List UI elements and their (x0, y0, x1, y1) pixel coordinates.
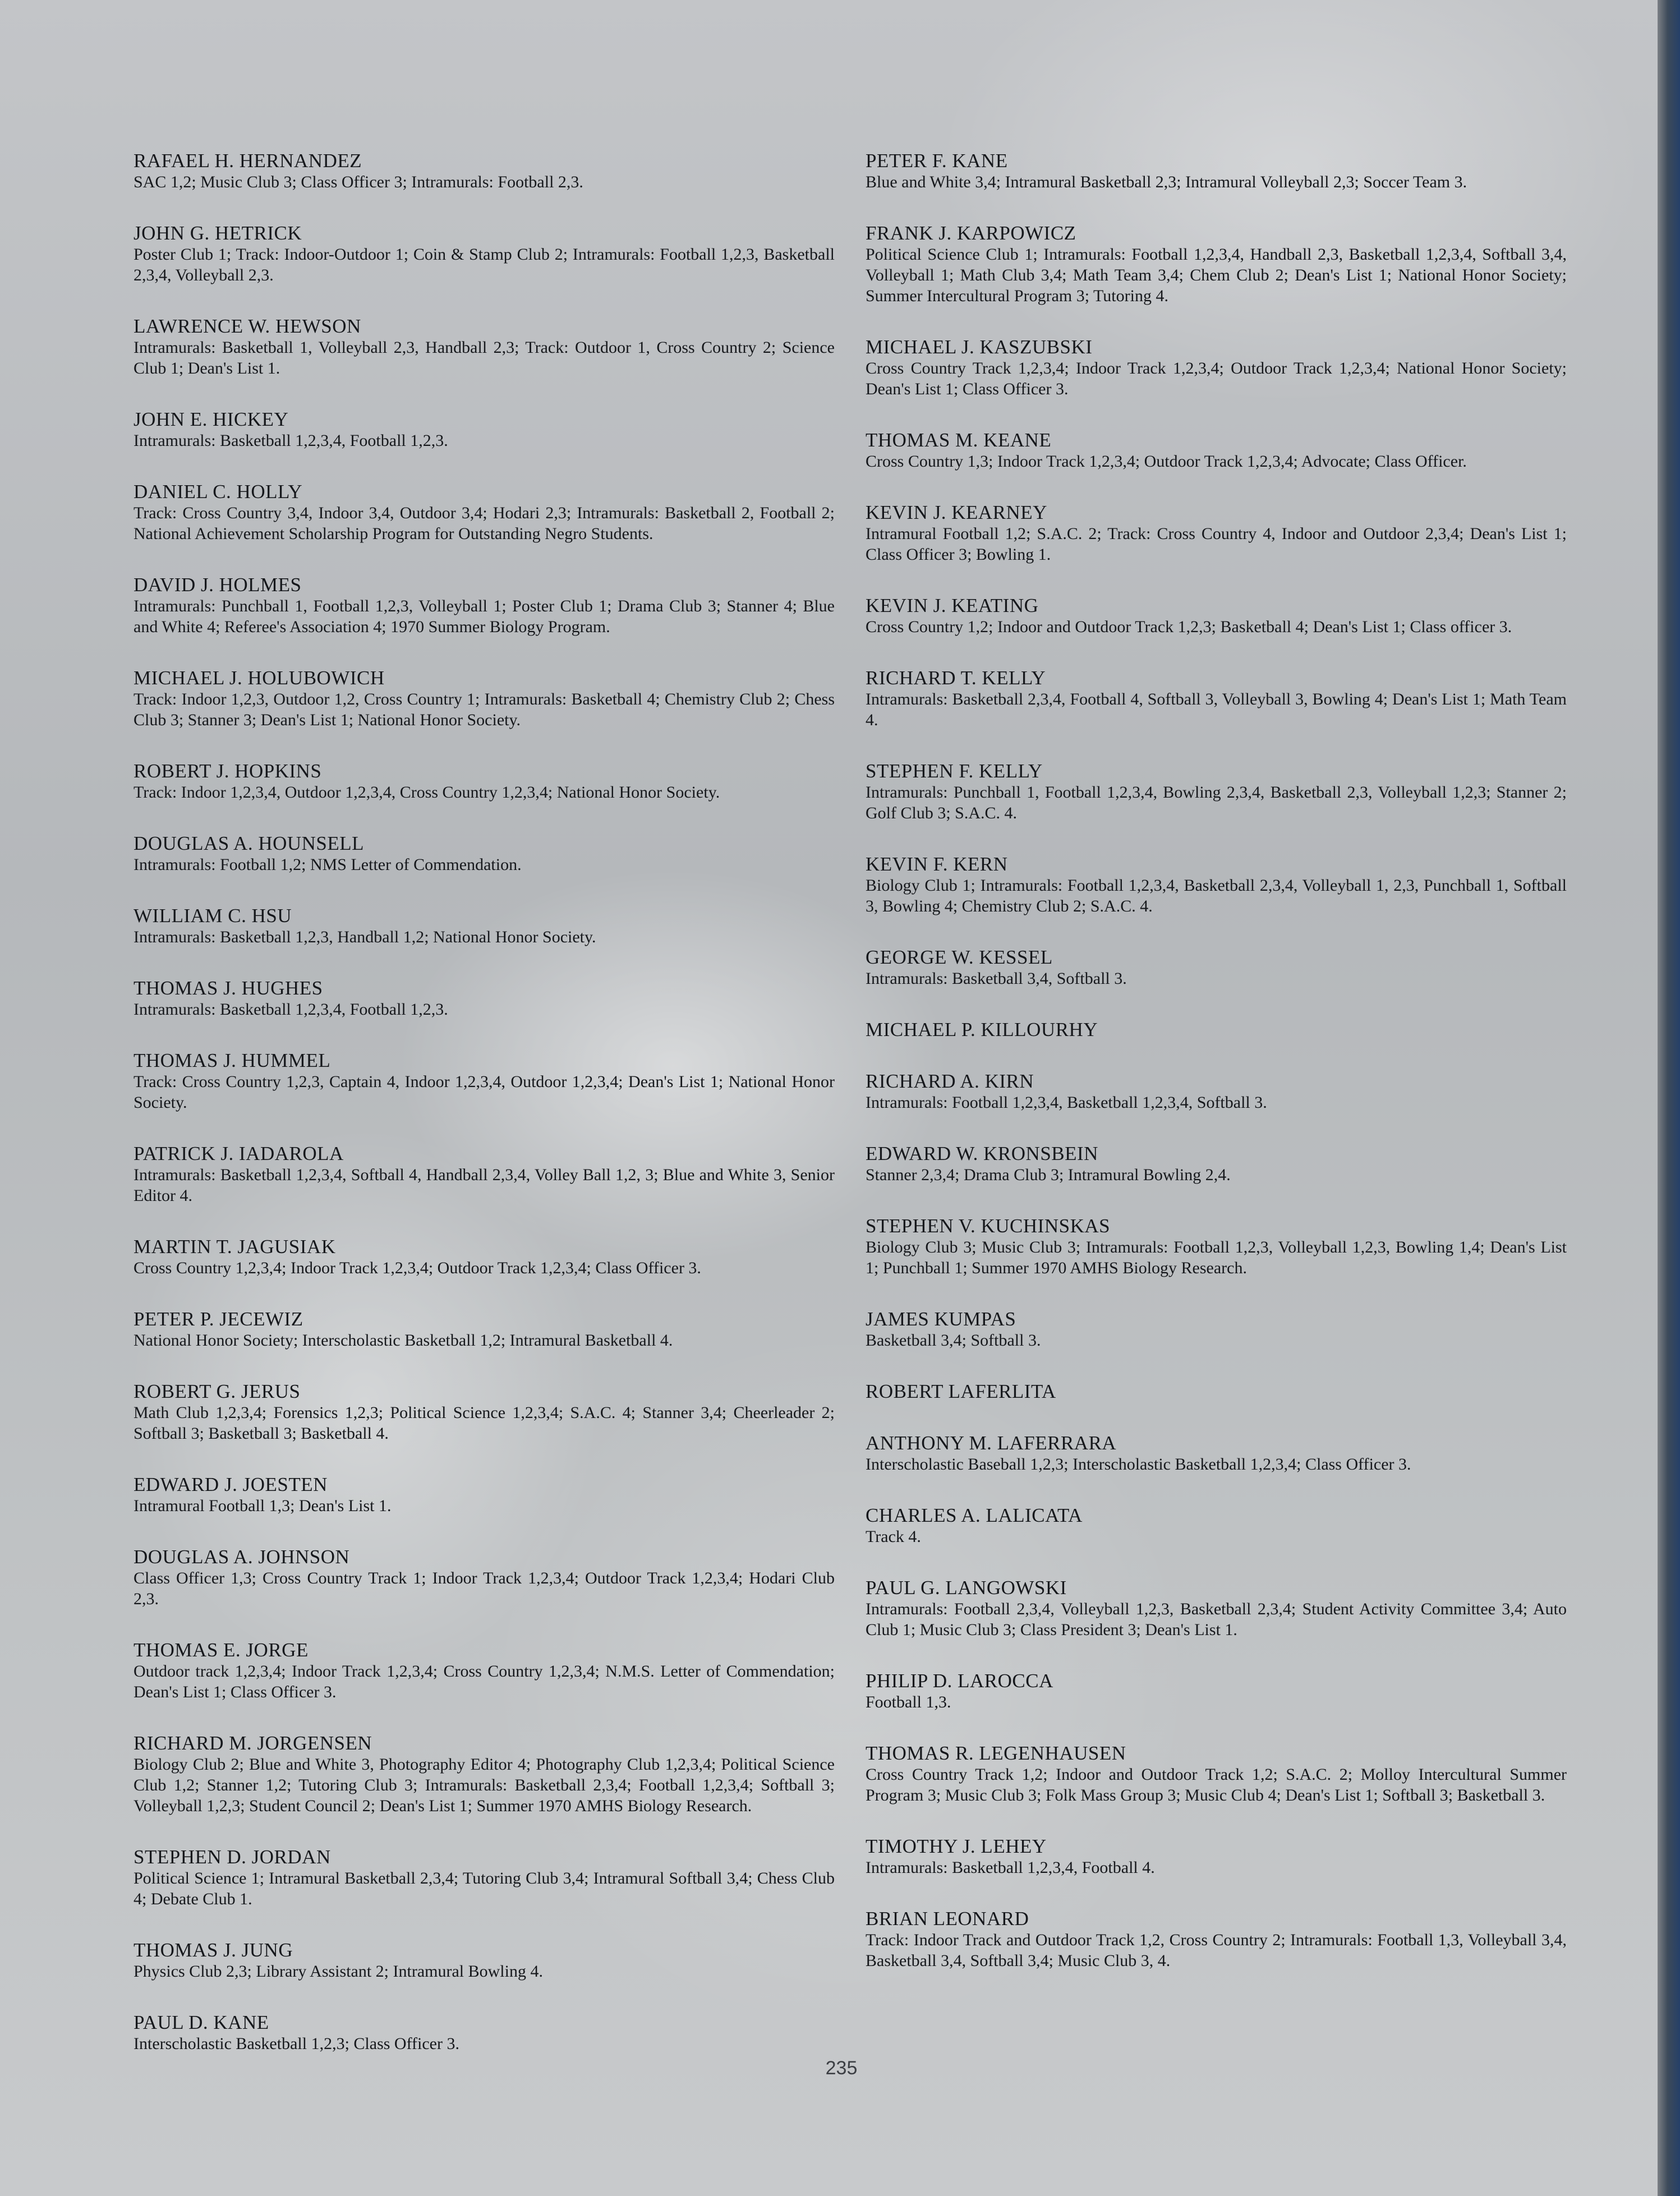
senior-entry (134, 905, 835, 947)
senior-entry (866, 667, 1567, 730)
senior-activities: Political Science Club 1; Intramurals: Football 1,2,3,4, Handball 2,3, Basketball 1,2,3,4, Softball 3,4, Volleyball 1; Math Club 3,4; Math Team 3,4; Chem Club 2; Dean's List 1; National Honor Society; Summer Intercultural Program 3; Tutoring 4. (866, 245, 1567, 305)
senior-name: KEVIN J. KEARNEY (866, 501, 1047, 523)
senior-name: ANTHONY M. LAFERRARA (866, 1432, 1117, 1454)
senior-entry (134, 1309, 835, 1351)
senior-name: PETER F. KANE (866, 150, 1008, 172)
senior-name: FRANK J. KARPOWICZ (866, 222, 1076, 244)
senior-entry (134, 1733, 835, 1816)
senior-activities: Political Science 1; Intramural Basketball 2,3,4; Tutoring Club 3,4; Intramural Softball 3,4; Chess Club 4; Debate Club 1. (134, 1869, 835, 1908)
senior-name: DANIEL C. HOLLY (134, 481, 303, 503)
senior-entry (134, 978, 835, 1020)
senior-entry (134, 1050, 835, 1113)
senior-name: THOMAS J. JUNG (134, 1939, 293, 1961)
senior-entry (866, 223, 1567, 306)
senior-entry (134, 574, 835, 637)
senior-name: PATRICK J. IADAROLA (134, 1143, 344, 1164)
senior-entry (866, 1908, 1567, 1971)
senior-activities: Cross Country Track 1,2,3,4; Indoor Track 1,2,3,4; Outdoor Track 1,2,3,4; National Honor Society; Dean's List 1; Class Officer 3. (866, 359, 1567, 398)
senior-name: MICHAEL P. KILLOURHY (866, 1019, 1098, 1041)
senior-entry (866, 1836, 1567, 1878)
senior-name: CHARLES A. LALICATA (866, 1504, 1083, 1526)
senior-name: RICHARD M. JORGENSEN (134, 1732, 372, 1754)
senior-activities: Intramurals: Football 1,2; NMS Letter of Commendation. (134, 855, 522, 874)
senior-name: MICHAEL J. KASZUBSKI (866, 336, 1093, 358)
senior-entry (134, 833, 835, 875)
senior-entry (134, 1940, 835, 1982)
senior-name: KEVIN J. KEATING (866, 595, 1039, 616)
senior-name: STEPHEN F. KELLY (866, 760, 1043, 782)
senior-name: STEPHEN D. JORDAN (134, 1846, 331, 1868)
senior-name: GEORGE W. KESSEL (866, 946, 1053, 968)
senior-entry (866, 854, 1567, 917)
senior-name: PHILIP D. LAROCCA (866, 1670, 1053, 1692)
senior-activities: Intramurals: Basketball 1,2,3,4, Football 1,2,3. (134, 1000, 448, 1019)
senior-activities: Outdoor track 1,2,3,4; Indoor Track 1,2,3,4; Cross Country 1,2,3,4; N.M.S. Letter of Commendation; Dean's List 1; Class Officer 3. (134, 1662, 835, 1701)
senior-entry (866, 1143, 1567, 1185)
senior-entry (134, 1381, 835, 1444)
senior-name: JOHN E. HICKEY (134, 408, 289, 430)
senior-activities: Math Club 1,2,3,4; Forensics 1,2,3; Political Science 1,2,3,4; S.A.C. 4; Stanner 3,4; Cheerleader 2; Softball 3; Basketball 3; Basketball 4. (134, 1403, 835, 1443)
senior-entry (134, 1640, 835, 1702)
senior-name: STEPHEN V. KUCHINSKAS (866, 1215, 1111, 1237)
senior-name: THOMAS J. HUGHES (134, 977, 323, 999)
senior-activities: Interscholastic Basketball 1,2,3; Class Officer 3. (134, 2034, 459, 2053)
senior-entry (866, 1216, 1567, 1278)
senior-activities: Physics Club 2,3; Library Assistant 2; Intramural Bowling 4. (134, 1962, 543, 1981)
senior-name: ROBERT LAFERLITA (866, 1380, 1056, 1402)
senior-entry (866, 150, 1567, 192)
senior-activities: Intramural Football 1,2; S.A.C. 2; Track: Cross Country 4, Indoor and Outdoor 2,3,4; Dean's List 1; Class Officer 3; Bowling 1. (866, 524, 1567, 564)
senior-activities: Biology Club 3; Music Club 3; Intramurals: Football 1,2,3, Volleyball 1,2,3, Bowling 1,4; Dean's List 1; Punchball 1; Summer 1970 AMHS Biology Research. (866, 1238, 1567, 1277)
senior-entry (866, 947, 1567, 989)
senior-entry (134, 2012, 835, 2054)
senior-entry (134, 1143, 835, 1206)
senior-activities: Stanner 2,3,4; Drama Club 3; Intramural Bowling 2,4. (866, 1166, 1231, 1184)
senior-activities: Intramurals: Basketball 1,2,3,4, Football 4. (866, 1858, 1155, 1877)
senior-activities: Track: Indoor Track and Outdoor Track 1,2, Cross Country 2; Intramurals: Football 1,3, Volleyball 3,4, Basketball 3,4, Softball 3,4; Music Club 3, 4. (866, 1931, 1567, 1970)
senior-activities: Intramurals: Football 2,3,4, Volleyball 1,2,3, Basketball 2,3,4; Student Activity Committee 3,4; Auto Club 1; Music Club 3; Class President 3; Dean's List 1. (866, 1600, 1567, 1639)
senior-name: PAUL D. KANE (134, 2011, 269, 2033)
senior-activities: Intramurals: Basketball 1,2,3,4, Softball 4, Handball 2,3,4, Volley Ball 1,2, 3; Blue and White 3, Senior Editor 4. (134, 1166, 835, 1205)
senior-name: EDWARD J. JOESTEN (134, 1474, 328, 1495)
senior-name: RICHARD A. KIRN (866, 1070, 1034, 1092)
senior-entry (866, 1577, 1567, 1640)
senior-name: MICHAEL J. HOLUBOWICH (134, 667, 385, 689)
senior-name: THOMAS R. LEGENHAUSEN (866, 1742, 1126, 1764)
senior-activities: Cross Country 1,3; Indoor Track 1,2,3,4; Outdoor Track 1,2,3,4; Advocate; Class Officer. (866, 452, 1467, 471)
senior-name: DAVID J. HOLMES (134, 574, 302, 596)
senior-name: PETER P. JECEWIZ (134, 1308, 303, 1330)
senior-entry (866, 1505, 1567, 1547)
senior-activities: Intramurals: Football 1,2,3,4, Basketball 1,2,3,4, Softball 3. (866, 1093, 1267, 1112)
senior-entry (134, 1847, 835, 1909)
left-column (134, 150, 835, 2084)
senior-name: MARTIN T. JAGUSIAK (134, 1236, 336, 1258)
senior-activities: Poster Club 1; Track: Indoor-Outdoor 1; Coin & Stamp Club 2; Intramurals: Football 1,2,3, Basketball 2,3,4, Volleyball 2,3. (134, 245, 835, 284)
senior-activities: Intramurals: Punchball 1, Football 1,2,3, Volleyball 1; Poster Club 1; Drama Club 3; Stanner 4; Blue and White 4; Referee's Association 4; 1970 Summer Biology Program. (134, 597, 835, 636)
senior-activities: Track: Cross Country 1,2,3, Captain 4, Indoor 1,2,3,4, Outdoor 1,2,3,4; Dean's List 1; National Honor Society. (134, 1072, 835, 1112)
senior-activities: Biology Club 2; Blue and White 3, Photography Editor 4; Photography Club 1,2,3,4; Political Science Club 1,2; Stanner 1,2; Tutoring Club 3; Intramurals: Basketball 2,3,4; Football 1,2,3,4; Softball 3; Volleyball 1,2,3; Student Council 2; Dean's List 1; Summer 1970 AMHS Biology Research. (134, 1755, 835, 1815)
senior-activities: Intramural Football 1,3; Dean's List 1. (134, 1497, 392, 1515)
senior-activities: Cross Country 1,2; Indoor and Outdoor Track 1,2,3; Basketball 4; Dean's List 1; Class officer 3. (866, 618, 1512, 636)
senior-name: ROBERT G. JERUS (134, 1380, 301, 1402)
senior-name: ROBERT J. HOPKINS (134, 760, 322, 782)
senior-name: PAUL G. LANGOWSKI (866, 1577, 1067, 1599)
senior-activities: Class Officer 1,3; Cross Country Track 1; Indoor Track 1,2,3,4; Outdoor Track 1,2,3,4; Hodari Club 2,3. (134, 1569, 835, 1608)
senior-activities: Intramurals: Basketball 2,3,4, Football 4, Softball 3, Volleyball 3, Bowling 4; Dean's List 1; Math Team 4. (866, 690, 1567, 729)
senior-activities: Biology Club 1; Intramurals: Football 1,2,3,4, Basketball 2,3,4, Volleyball 1, 2,3, Punchball 1, Softball 3, Bowling 4; Chemistry Club 2; S.A.C. 4. (866, 876, 1567, 915)
senior-entry (134, 481, 835, 544)
senior-entry (866, 595, 1567, 637)
senior-entry (866, 1309, 1567, 1351)
senior-entry (866, 502, 1567, 565)
senior-name: DOUGLAS A. HOUNSELL (134, 832, 365, 854)
senior-activities: Intramurals: Punchball 1, Football 1,2,3,4, Bowling 2,3,4, Basketball 2,3, Volleyball 1,2,3; Stanner 2; Golf Club 3; S.A.C. 4. (866, 783, 1567, 822)
senior-entry (134, 1236, 835, 1278)
senior-entry (866, 1019, 1567, 1041)
senior-activities: Intramurals: Basketball 1,2,3, Handball 1,2; National Honor Society. (134, 928, 596, 946)
senior-entry (866, 1071, 1567, 1113)
senior-name: THOMAS M. KEANE (866, 429, 1052, 451)
senior-name: JOHN G. HETRICK (134, 222, 302, 244)
senior-activities: Interscholastic Baseball 1,2,3; Interscholastic Basketball 1,2,3,4; Class Officer 3. (866, 1455, 1411, 1474)
senior-activities: Intramurals: Basketball 3,4, Softball 3. (866, 969, 1127, 988)
senior-entry (134, 223, 835, 286)
page-number: 235 (825, 2057, 858, 2079)
senior-activities: Track: Indoor 1,2,3, Outdoor 1,2, Cross Country 1; Intramurals: Basketball 4; Chemistry Club 2; Chess Club 3; Stanner 3; Dean's List 1; National Honor Society. (134, 690, 835, 729)
senior-entry (866, 1743, 1567, 1806)
senior-entry (134, 1474, 835, 1516)
senior-activities: Cross Country Track 1,2; Indoor and Outdoor Track 1,2; S.A.C. 2; Molloy Intercultural Summer Program 3; Music Club 3; Folk Mass Group 3; Music Club 4; Dean's List 1; Softball 3; Basketball 3. (866, 1765, 1567, 1804)
senior-entry (134, 409, 835, 451)
senior-activities: National Honor Society; Interscholastic Basketball 1,2; Intramural Basketball 4. (134, 1331, 673, 1350)
senior-entry (134, 316, 835, 379)
senior-entry (134, 667, 835, 730)
senior-entry (866, 337, 1567, 399)
senior-entry (866, 1381, 1567, 1402)
senior-activities: Blue and White 3,4; Intramural Basketball 2,3; Intramural Volleyball 2,3; Soccer Team 3. (866, 173, 1467, 191)
senior-name: RAFAEL H. HERNANDEZ (134, 150, 362, 172)
senior-name: WILLIAM C. HSU (134, 905, 292, 927)
senior-activities: Track: Indoor 1,2,3,4, Outdoor 1,2,3,4, Cross Country 1,2,3,4; National Honor Society. (134, 783, 720, 802)
senior-activities: Track: Cross Country 3,4, Indoor 3,4, Outdoor 3,4; Hodari 2,3; Intramurals: Basketball 2, Football 2; National Achievement Scholarship Program for Outstanding Negro Students. (134, 504, 835, 543)
senior-activities: SAC 1,2; Music Club 3; Class Officer 3; Intramurals: Football 2,3. (134, 173, 583, 191)
senior-name: EDWARD W. KRONSBEIN (866, 1143, 1098, 1164)
senior-activities: Basketball 3,4; Softball 3. (866, 1331, 1041, 1350)
senior-activities: Cross Country 1,2,3,4; Indoor Track 1,2,3,4; Outdoor Track 1,2,3,4; Class Officer 3. (134, 1259, 701, 1277)
senior-name: LAWRENCE W. HEWSON (134, 315, 361, 337)
senior-name: KEVIN F. KERN (866, 853, 1008, 875)
right-column (866, 150, 1567, 2001)
senior-entry (134, 150, 835, 192)
senior-entry (134, 761, 835, 803)
book-spine-edge (1658, 0, 1680, 2196)
senior-entry (866, 1433, 1567, 1475)
senior-name: TIMOTHY J. LEHEY (866, 1835, 1047, 1857)
senior-name: JAMES KUMPAS (866, 1308, 1016, 1330)
senior-activities: Football 1,3. (866, 1693, 951, 1711)
senior-entry (866, 761, 1567, 823)
senior-activities: Intramurals: Basketball 1, Volleyball 2,3, Handball 2,3; Track: Outdoor 1, Cross Country 2; Science Club 1; Dean's List 1. (134, 338, 835, 377)
senior-entry (866, 430, 1567, 472)
senior-name: BRIAN LEONARD (866, 1908, 1029, 1930)
senior-name: THOMAS E. JORGE (134, 1639, 309, 1661)
senior-activities: Track 4. (866, 1527, 921, 1546)
senior-name: THOMAS J. HUMMEL (134, 1049, 331, 1071)
senior-entry (134, 1546, 835, 1609)
senior-entry (866, 1670, 1567, 1712)
senior-name: RICHARD T. KELLY (866, 667, 1046, 689)
senior-name: DOUGLAS A. JOHNSON (134, 1546, 350, 1568)
senior-activities: Intramurals: Basketball 1,2,3,4, Football 1,2,3. (134, 431, 448, 450)
